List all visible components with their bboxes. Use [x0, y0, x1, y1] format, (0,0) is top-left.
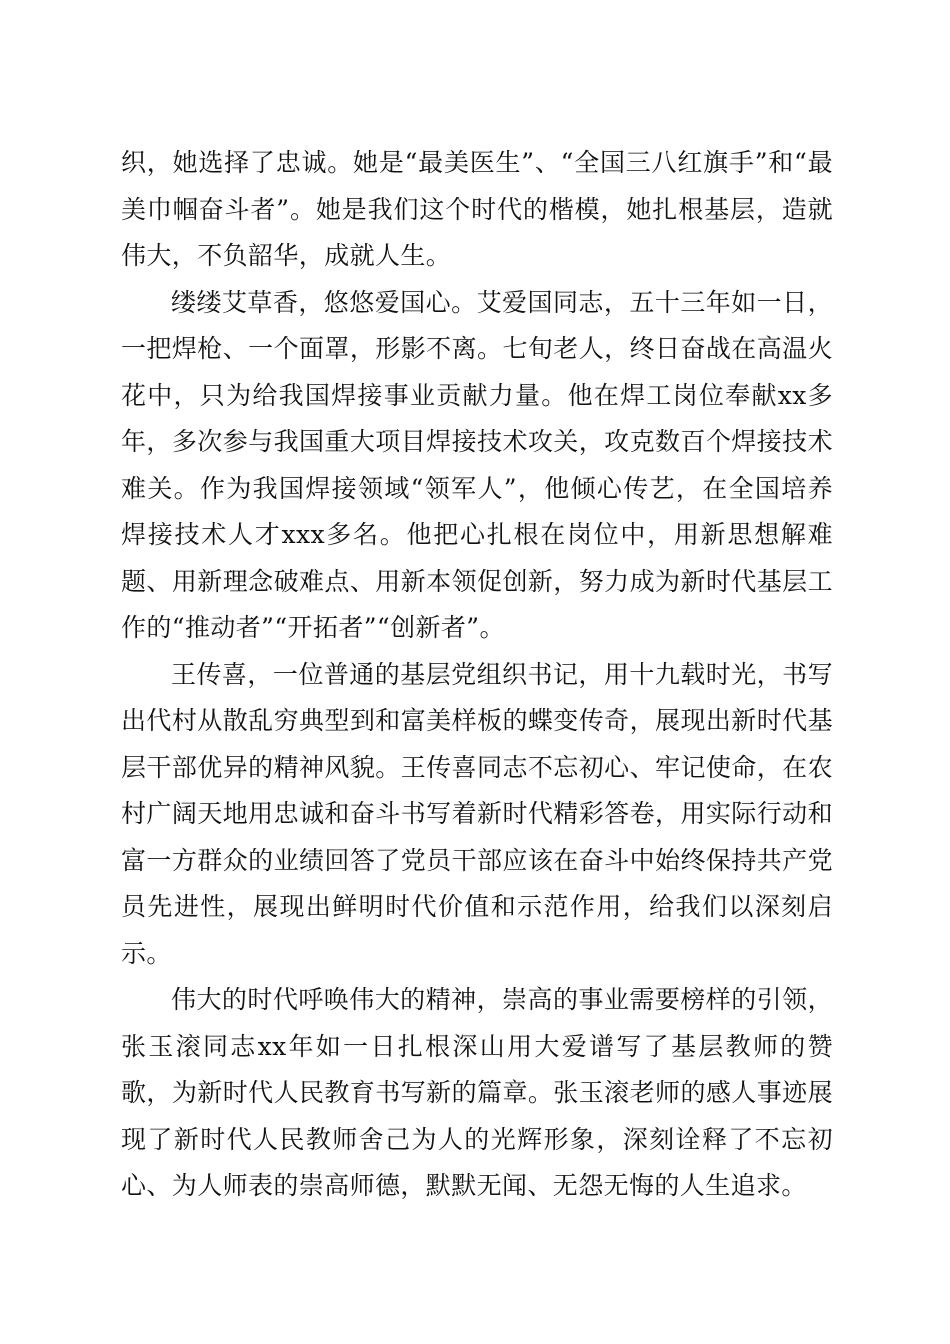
paragraph-zhang-yugun: 伟大的时代呼唤伟大的精神，崇高的事业需要榜样的引领，张玉滚同志xx年如一日扎根深山用大爱谱写了基层教师的赞歌，为新时代人民教育书写新的篇章。张玉滚老师的感人事迹展现了新时代人民教师舍己为人的光辉形象，深刻诠释了不忘初心、为人师表的崇高师德，默默无闻、无怨无悔的人生追求。: [121, 985, 833, 1200]
paragraph-wang-chuanxi: 王传喜，一位普通的基层党组织书记，用十九载时光，书写出代村从散乱穷典型到和富美样板的蝶变传奇，展现出新时代基层干部优异的精神风貌。王传喜同志不忘初心、牢记使命，在农村广阔天地用忠诚和奋斗书写着新时代精彩答卷，用实际行动和富一方群众的业绩回答了党员干部应该在奋斗中始终保持共产党员先进性，展现出鲜明时代价值和示范作用，给我们以深刻启示。: [121, 659, 833, 968]
paragraph-ai-aiguo: 缕缕艾草香，悠悠爱国心。艾爱国同志，五十三年如一日，一把焊枪、一个面罩，形影不离。七旬老人，终日奋战在高温火花中，只为给我国焊接事业贡献力量。他在焊工岗位奉献xx多年，多次参与我国重大项目焊接技术攻关，攻克数百个焊接技术难关。作为我国焊接领域“领军人”，他倾心传艺，在全国培养焊接技术人才xxx多名。他把心扎根在岗位中，用新思想解难题、用新理念破难点、用新本领促创新，努力成为新时代基层工作的“推动者”“开拓者”“创新者”。: [121, 287, 833, 642]
document-body: [121, 140, 833, 1210]
paragraph-continuation: 织，她选择了忠诚。她是“最美医生”、“全国三八红旗手”和“最美巾帼奋斗者”。她是我们这个时代的楷模，她扎根基层，造就伟大，不负韶华，成就人生。: [121, 148, 833, 270]
